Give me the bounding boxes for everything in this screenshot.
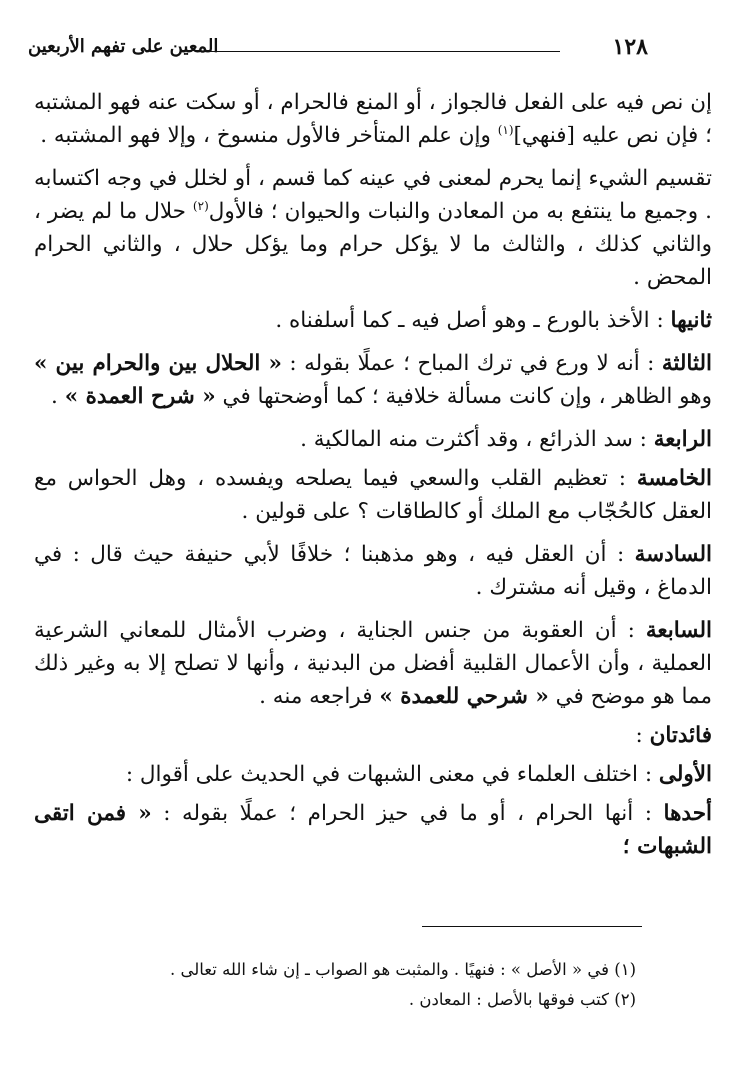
paragraph-lead: أحدها (663, 801, 712, 826)
paragraph-text: تقسيم الشيء إنما يحرم لمعنى في عينه كما قسم ، أو لخلل في وجه اكتسابه . وجميع ما ينتفع به من المعادن والنبات والحيوان ؛ فالأول (34, 166, 712, 224)
page-number: ١٢٨ (612, 34, 648, 60)
running-title: المعين على تفهم الأربعين (28, 36, 219, 57)
paragraph-2 (34, 162, 712, 294)
paragraph-lead: الثالثة (661, 351, 712, 376)
paragraph-text: . (51, 384, 65, 409)
paragraph-11 (34, 797, 712, 863)
paragraph-text: : أن العقل فيه ، وهو مذهبنا ؛ خلافًا لأبي حنيفة حيث قال : في الدماغ ، وقيل أنه مشترك . (34, 542, 712, 600)
paragraph-lead: السادسة (634, 542, 712, 567)
paragraph-text: : (635, 723, 650, 748)
paragraph-lead: ثانيها (670, 308, 712, 333)
paragraph-text: فراجعه منه . (259, 684, 380, 709)
paragraph-10 (34, 758, 712, 791)
paragraph-lead: السابعة (645, 618, 712, 643)
paragraph-5 (34, 423, 712, 456)
paragraph-lead: الأولى (658, 762, 712, 787)
paragraph-text: : الأخذ بالورع ـ وهو أصل فيه ـ كما أسلفناه . (275, 308, 671, 333)
hadith-quote: « فمن اتقى الشبهات ؛ (34, 801, 712, 859)
paragraph-9 (34, 719, 712, 752)
footnotes (60, 955, 636, 1015)
footnote-ref-2: (٢) (192, 198, 209, 213)
paragraph-1 (34, 86, 712, 152)
paragraph-7 (34, 538, 712, 604)
footnote-2: (٢) كتب فوقها بالأصل : المعادن . (408, 990, 636, 1009)
paragraph-text: : أنها الحرام ، أو ما في حيز الحرام ؛ عملًا بقوله : (151, 801, 664, 826)
footnote-divider (422, 926, 642, 927)
paragraph-text: : أنه لا ورع في ترك المباح ؛ عملًا بقوله : (281, 351, 662, 376)
paragraph-text: : أن العقوبة من جنس الجناية ، وضرب الأمثال للمعاني الشرعية العملية ، وأن الأعمال القلبية أفضل من البدنية ، وأنها لا تصلح إلا به وغير ذلك مما هو موضح في (34, 618, 712, 709)
page-header (28, 34, 648, 68)
paragraph-3 (34, 304, 712, 337)
paragraph-lead: فائدتان (649, 723, 712, 748)
paragraph-text: وإن علم المتأخر فالأول منسوخ ، وإلا فهو المشتبه . (40, 123, 498, 148)
paragraph-text: حلال ما لم يضر ، والثاني كذلك ، والثالث ما لا يؤكل حرام وما يؤكل حلال ، والثاني الحرام المحض . (34, 199, 712, 290)
paragraph-6 (34, 462, 712, 528)
paragraph-text: : تعظيم القلب والسعي فيما يصلحه ويفسده ، وهل الحواس مع العقل كالحُجّاب مع الملك أو كالطاقات ؟ على قولين . (34, 466, 712, 524)
paragraph-lead: الرابعة (653, 427, 712, 452)
hadith-quote: « الحلال بين والحرام بين » (34, 351, 282, 376)
footnote-1: (١) في « الأصل » : فنهيًا . والمثبت هو الصواب ـ إن شاء الله تعالى . (169, 960, 636, 979)
paragraph-lead: الخامسة (636, 466, 712, 491)
paragraph-text: وهو الظاهر ، وإن كانت مسألة خلافية ؛ كما أوضحتها في (215, 384, 712, 409)
paragraph-text: : سد الذرائع ، وقد أكثرت منه المالكية . (300, 427, 654, 452)
paragraph-text: إن نص فيه على الفعل فالجواز ، أو المنع فالحرام ، أو سكت عنه فهو المشتبه ؛ فإن نص عليه [فنهي] (34, 90, 712, 148)
paragraph-text: : اختلف العلماء في معنى الشبهات في الحديث على أقوال : (125, 762, 659, 787)
paragraph-4 (34, 347, 712, 413)
footnote-ref-1: (١) (497, 122, 514, 137)
header-divider (200, 51, 560, 52)
book-title: « شرح العمدة » (64, 384, 216, 409)
paragraph-8 (34, 614, 712, 713)
main-text (34, 86, 712, 869)
book-title: « شرحي للعمدة » (379, 684, 549, 709)
